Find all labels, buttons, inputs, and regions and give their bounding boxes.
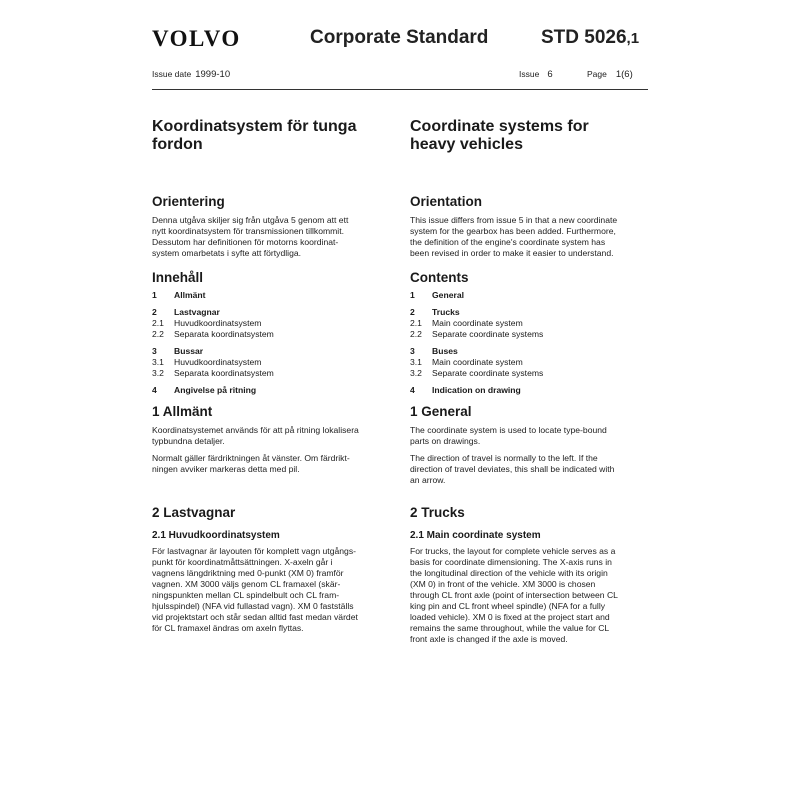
trucks-heading-sv: 2 Lastvagnar [152,505,236,520]
toc-item-en: 4 Indication on drawing [410,385,521,395]
toc-item-sv: 3.2 Separata koordinatsystem [152,368,274,378]
title-sv: Koordinatsystem för tunga fordon [152,118,357,153]
issue-value: 6 [547,69,553,80]
main-cs-heading-en: 2.1 Main coordinate system [410,530,541,541]
orientation-heading-en: Orientation [410,194,483,209]
toc-item-sv: 1 Allmänt [152,290,206,300]
orientation-text-sv: Denna utgåva skiljer sig från utgåva 5 genom att ett nytt koordinatsystem för transmissionen tillkommit. Dessutom har definitionen för motorns koordinat- system omarbetats i syfte att förtydliga. [152,215,349,258]
standard-number-suffix: ,1 [626,30,640,47]
toc-item-sv: 2.1 Huvudkoordinatsystem [152,318,262,328]
issue [519,69,553,80]
orientation-text-en: This issue differs from issue 5 in that a new coordinate system for the gearbox has been added. Furthermore, the definition of the engine's coordinate system has been revised in order to make it easier to understand. [410,215,618,258]
issue-date [152,69,230,80]
toc-item-en: 2.1 Main coordinate system [410,318,523,328]
general-text-1-en: The coordinate system is used to locate type-bound parts on drawings. [410,425,607,446]
general-text-2-en: The direction of travel is normally to the left. If the direction of travel deviates, this shall be indicated with an arrow. [410,453,615,485]
header-divider [152,89,648,90]
toc-item-en: 1 General [410,290,465,300]
main-cs-text-sv: För lastvagnar är layouten för komplett vagn utgångs- punkt för koordinatmåttsättningen. X-axeln går i vagnens längdriktning med 0-punkt (XM 0) framför vagnen. XM 3000 väljs genom CL framaxel (skär- ningspunkten mellan CL spindelbult och CL fram- hjulsspindel) (NFA vid fullastad vagn). XM 0 fastställs vid projektstart och står sedan alltid fast medan värdet för CL framaxel ändras om axeln flyttas. [152,546,358,633]
toc-item-en: 2.2 Separate coordinate systems [410,329,544,339]
orientation-heading-sv: Orientering [152,194,225,209]
toc-item-en: 3.1 Main coordinate system [410,357,523,367]
page-label: Page [587,69,607,79]
contents-heading-sv: Innehåll [152,270,204,285]
english-column [410,118,635,645]
volvo-logo: VOLVO [152,26,241,51]
general-heading-sv: 1 Allmänt [152,404,213,419]
general-heading-en: 1 General [410,404,472,419]
toc-item-sv: 2 Lastvagnar [152,307,220,317]
contents-heading-en: Contents [410,270,469,285]
main-cs-heading-sv: 2.1 Huvudkoordinatsystem [152,530,280,541]
page-number [587,69,633,80]
issue-date-label: Issue date [152,69,192,79]
toc-item-sv: 2.2 Separata koordinatsystem [152,329,274,339]
toc-item-sv: 4 Angivelse på ritning [152,385,257,395]
swedish-column [152,118,377,634]
trucks-heading-en: 2 Trucks [410,505,465,520]
toc-item-en: 2 Trucks [410,307,460,317]
toc-item-en: 3 Buses [410,346,458,356]
issue-date-value: 1999-10 [195,69,231,80]
document-type: Corporate Standard [310,27,489,48]
title-en: Coordinate systems for heavy vehicles [410,118,589,153]
general-text-2-sv: Normalt gäller färdriktningen åt vänster. Om färdrikt- ningen avviker markeras detta med pil. [152,453,350,474]
toc-item-sv: 3 Bussar [152,346,204,356]
issue-label: Issue [519,69,540,79]
toc-item-sv: 3.1 Huvudkoordinatsystem [152,357,262,367]
standard-number [541,27,639,49]
table-of-contents-sv [152,290,377,396]
table-of-contents-en [410,290,635,396]
standard-number-main: STD 5026 [541,27,627,48]
page-value: 1(6) [615,69,633,80]
main-cs-text-en: For trucks, the layout for complete vehicle serves as a basis for coordinate dimensioning. The X-axis runs in the longitudinal direction of the vehicle with its origin (XM 0) in front of the vehicle. XM 3000 is chosen through CL front axle (point of intersection between CL king pin and CL front wheel spindle) (NFA for a fully loaded vehicle). XM 0 is fixed at the project start and remains the same throughout, while the value for CL front axle is changed if the axle is moved. [410,546,618,644]
general-text-1-sv: Koordinatsystemet används för att på ritning lokalisera typbundna detaljer. [152,425,359,446]
toc-item-en: 3.2 Separate coordinate systems [410,368,544,378]
